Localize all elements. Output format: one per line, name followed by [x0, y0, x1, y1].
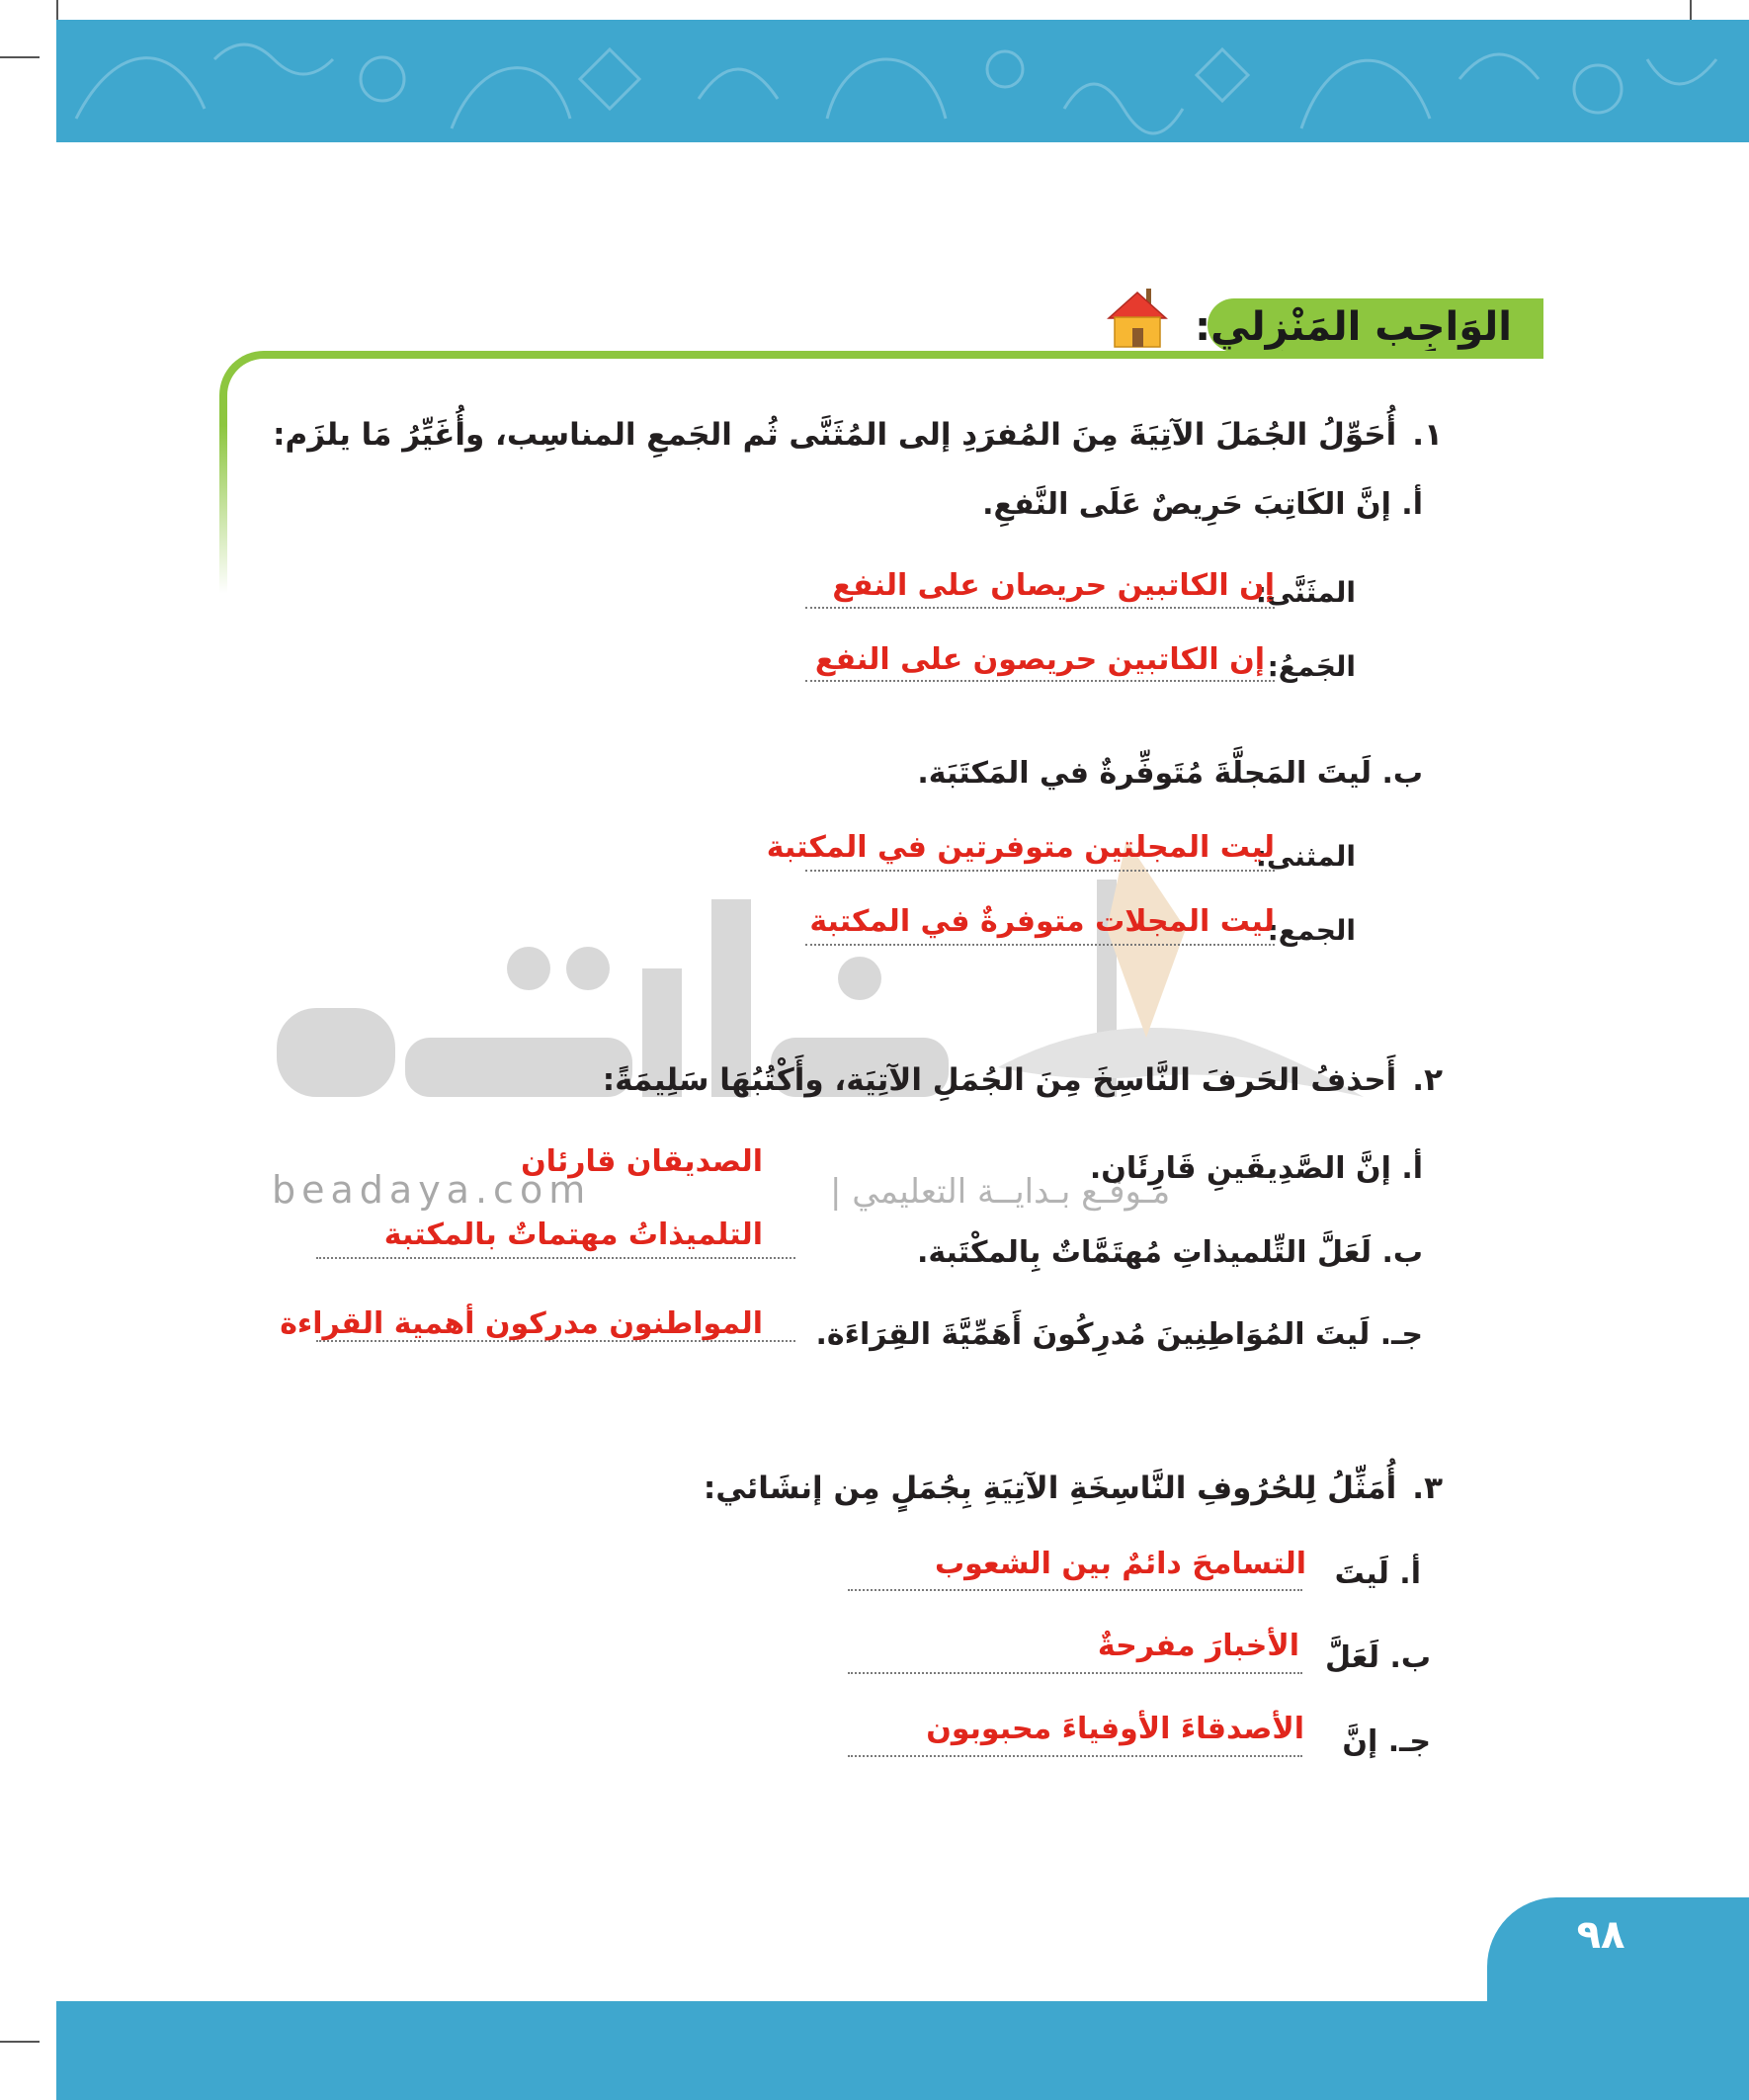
q3-text: أُمَثِّلُ لِلحُرُوفِ النَّاسِخَةِ الآتِيَةِ بِجُمَلٍ مِن إنشَائي: [703, 1470, 1397, 1506]
crop-mark [0, 56, 40, 58]
q1a-plural-line [805, 680, 1275, 682]
header-band [56, 20, 1749, 142]
q1b-dual-answer: ليت المجلتين متوفرتين في المكتبة [766, 830, 1275, 865]
calligraphy-pattern [56, 20, 1749, 142]
q3b-line [848, 1672, 1302, 1674]
q1-prompt [273, 417, 1443, 453]
q1b-dual-label: المثنى: [1255, 840, 1356, 873]
q1a-plural-label: الجَمعُ: [1267, 650, 1356, 683]
q1a-sentence: أ. إنَّ الكَاتِبَ حَرِيصٌ عَلَى النَّفعِ. [982, 487, 1423, 522]
q1b-dual-line [805, 870, 1275, 872]
q3-number: ٣. [1412, 1470, 1443, 1506]
q2-text: أَحذفُ الحَرفَ النَّاسِخَ مِنَ الجُمَلِ الآتِيَة، وأَكْتُبُهَا سَلِيمَةً: [602, 1062, 1397, 1098]
watermark-arabic: مـوقـع بـدايــة التعليمي | [830, 1172, 1171, 1212]
q2c-answer: المواطنون مدركون أهمية القراءة [280, 1306, 763, 1341]
footer-band [56, 2001, 1749, 2100]
q1b-plural-line [805, 944, 1275, 946]
q3c-answer: الأصدقاءَ الأوفياءَ محبوبون [926, 1712, 1304, 1746]
frame-fade [212, 425, 242, 623]
beadaya-logo-watermark [247, 840, 1492, 1176]
q3b-answer: الأخبارَ مفرحةٌ [1097, 1629, 1299, 1663]
q1-number: ١. [1412, 417, 1443, 453]
q3c-label: جـ. إنَّ [1342, 1724, 1431, 1759]
q1a-plural-answer: إن الكاتبين حريصون على النفع [814, 642, 1265, 677]
q2c-sentence: جـ. لَيتَ المُوَاطِنِينَ مُدرِكُونَ أَهَمِّيَّةَ القِرَاءَة. [815, 1317, 1423, 1352]
page-number: ٩٨ [1576, 1912, 1625, 1958]
q1a-dual-line [805, 607, 1275, 609]
q2a-sentence: أ. إنَّ الصَّدِيقَينِ قَارِئَان. [1089, 1151, 1423, 1186]
watermark-latin: beadaya.com [272, 1168, 592, 1212]
q2a-answer: الصديقان قارئان [521, 1144, 763, 1179]
q2b-answer: التلميذاتُ مهتماتٌ بالمكتبة [383, 1218, 763, 1252]
q3a-line [848, 1589, 1302, 1591]
q3a-answer: التسامحَ دائمٌ بين الشعوب [934, 1547, 1306, 1581]
q1a-dual-answer: إن الكاتبين حريصان على النفع [832, 568, 1275, 603]
q2b-sentence: ب. لَعَلَّ التِّلميذاتِ مُهتَمَّاتٌ بِالمكْتَبة. [916, 1235, 1423, 1270]
q3c-line [848, 1755, 1302, 1757]
q3-prompt [704, 1470, 1443, 1506]
q3a-label: أ. لَيتَ [1334, 1556, 1421, 1591]
q1b-sentence: ب. لَيتَ المَجلَّةَ مُتَوفِّرةٌ في المَكتَبَة. [917, 756, 1423, 791]
q2b-line [316, 1257, 795, 1259]
q2-number: ٢. [1412, 1062, 1443, 1098]
q3b-label: ب. لَعَلَّ [1325, 1640, 1431, 1675]
q2-prompt [603, 1062, 1443, 1098]
homework-title: الوَاجِب المَنْزِلي: [1195, 304, 1512, 350]
house-icon [1107, 287, 1168, 350]
crop-mark [0, 2041, 40, 2043]
q1a-dual-label: المثَنَّى: [1255, 576, 1356, 609]
q1b-plural-label: الجمع: [1267, 914, 1356, 947]
q1b-plural-answer: ليت المجلات متوفرةٌ في المكتبة [809, 904, 1275, 939]
q1-text: أُحَوِّلُ الجُمَلَ الآتِيَةَ مِنَ المُفرَدِ إلى المُثَنَّى ثُم الجَمعِ المناسِب، وأُغَيِّرُ مَا يلزَم: [273, 417, 1397, 453]
